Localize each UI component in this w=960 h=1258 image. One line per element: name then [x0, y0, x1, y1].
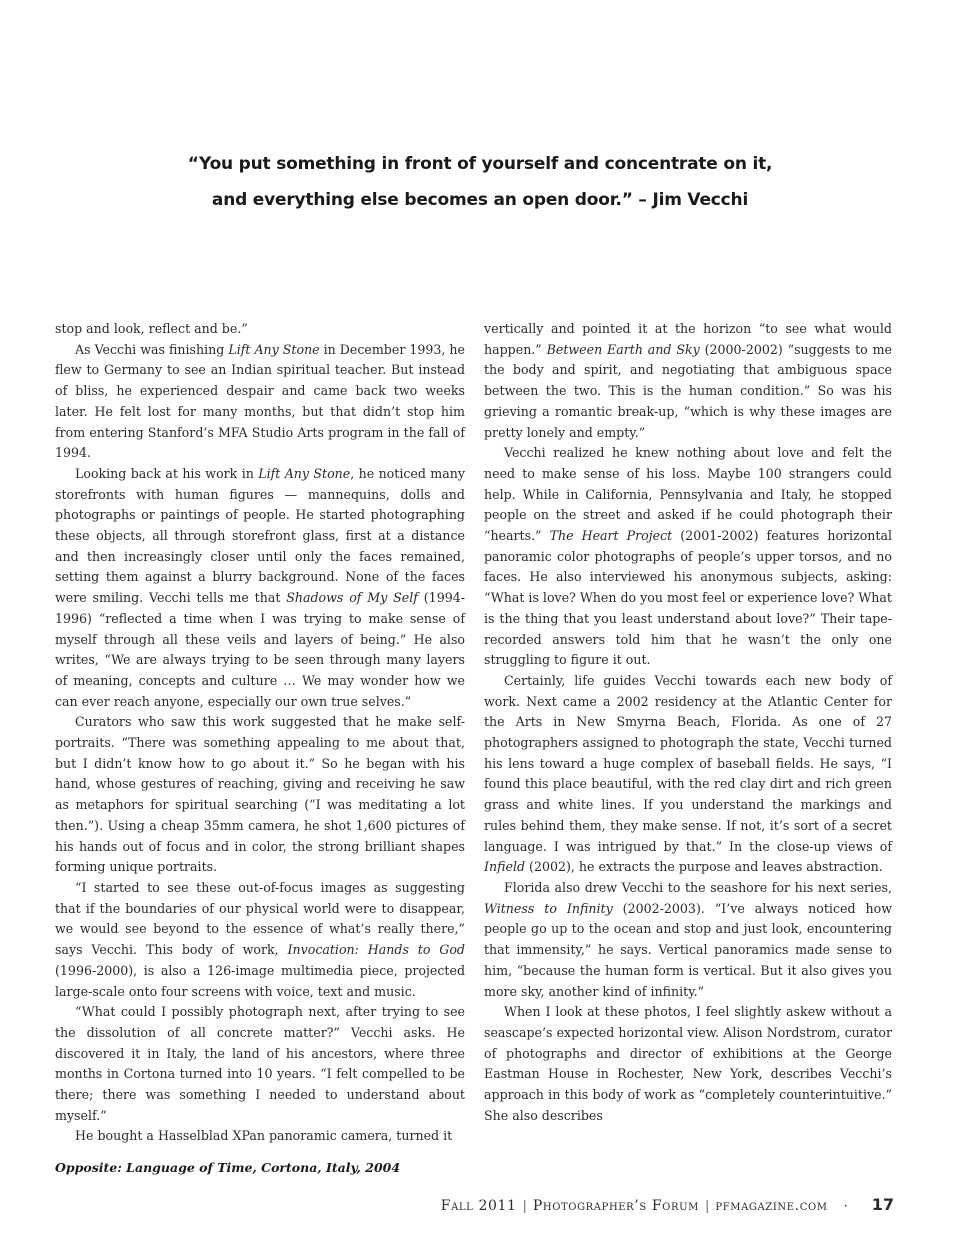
footer-publication: Photographer’s Forum [532, 1198, 699, 1214]
paragraph: “What could I possibly photograph next, after trying to see the dissolution of all concrete matter?” Vecchi asks. He discovered it in Italy, the land of his ancestors, where three months in Cortona turned into 10 years. “I felt compelled to be there; there was something I needed to understand about myself.” [55, 1004, 465, 1123]
paragraph: Looking back at his work in Lift Any Stone, he noticed many storefronts with human figures — mannequins, dolls and photographs or paintings of people. He started photographing these objects, all through storefront glass, first at a distance and then increasingly closer until only the faces remained, setting them against a blurry background. None of the faces were smiling. Vecchi tells me that Shadows of My Self (1994-1996) “reflected a time when I was trying to make sense of myself through all these veils and layers of being.” He also writes, “We are always trying to be seen through many layers of meaning, concepts and culture … We may wonder how we can ever reach anyone, especially our own true selves.” [55, 465, 465, 709]
photo-caption: Opposite: Language of Time, Cortona, Italy, 2004 [55, 1160, 401, 1175]
page-footer [441, 1195, 894, 1214]
footer-website: pfmagazine.com [715, 1198, 828, 1214]
footer-divider: | [704, 1199, 710, 1214]
pull-quote-line-2: and everything else becomes an open door.” – Jim Vecchi [211, 190, 749, 210]
footer-divider: | [522, 1199, 527, 1214]
paragraph: When I look at these photos, I feel slightly askew without a seascape’s expected horizontal view. Alison Nordstrom, curator of photographs and director of exhibitions at the George Eastman House in Rochester, New York, describes Vecchi’s approach in this body of work as “completely counterintuitive.” She also describes [484, 1004, 892, 1123]
work-title: Between Earth and Sky [546, 341, 700, 357]
paragraph: Florida also drew Vecchi to the seashore for his next series, Witness to Infinity (2002-2003). “I’ve always noticed how people go up to the ocean and stop and just look, encountering that immensity,” he says. Vertical panoramics made sense to him, “because the human form is vertical. But it also gives you more sky, another kind of infinity.” [484, 879, 892, 999]
paragraph: vertically and pointed it at the horizon “to see what would happen.” Between Earth and Sky (2000-2002) “suggests to me the body and spirit, and negotiating that ambiguous space between the two. This is the human condition.” So was his grieving a romantic break-up, “which is why these images are pretty lonely and empty.” [484, 321, 892, 440]
pull-quote-line-1: “You put something in front of yourself and concentrate on it, [187, 154, 773, 174]
work-title: Lift Any Stone [258, 465, 351, 481]
paragraph: Vecchi realized he knew nothing about love and felt the need to make sense of his loss. Maybe 100 strangers could help. While in California, Pennsylvania and Italy, he stopped people on the street and asked if he could photograph their “hearts.” The Heart Project (2001-2002) features horizontal panoramic color photographs of people’s upper torsos, and no faces. He also interviewed his anonymous subjects, asking: “What is love? When do you most feel or experience love? What is the thing that you least understand about love?” Their tape-recorded answers told him that he wasn’t the only one struggling to figure it out. [484, 445, 893, 668]
work-title: The Heart Project [549, 528, 673, 544]
article-column-left [55, 319, 465, 1147]
paragraph: As Vecchi was finishing Lift Any Stone in December 1993, he flew to Germany to see an Indian spiritual teacher. But instead of bliss, he experienced despair and came back two weeks later. He felt lost for many months, but that didn’t stop him from entering Stanford’s MFA Studio Arts program in the fall of 1994. [55, 341, 465, 461]
footer-bullet: · [843, 1199, 848, 1214]
work-title: Lift Any Stone [228, 341, 320, 357]
pull-quote [0, 146, 960, 218]
paragraph: “I started to see these out-of-focus images as suggesting that if the boundaries of our physical world were to disappear, we would see beyond to the essence of what’s really there,” says Vecchi. This body of work, Invocation: Hands to God (1996-2000), is also a 126-image multimedia piece, projected large-scale onto four screens with voice, text and music. [55, 879, 465, 999]
work-title: Invocation: Hands to God [287, 942, 465, 958]
paragraph: He bought a Hasselblad XPan panoramic camera, turned it [75, 1128, 453, 1144]
work-title: Infield [484, 859, 526, 875]
work-title: Shadows of My Self [286, 590, 418, 606]
article-column-right [484, 319, 892, 1126]
footer-issue: Fall 2011 [440, 1198, 517, 1214]
page-number: 17 [871, 1195, 894, 1214]
paragraph: stop and look, reflect and be.” [55, 321, 248, 336]
paragraph: Certainly, life guides Vecchi towards each new body of work. Next came a 2002 residency at the Atlantic Center for the Arts in New Smyrna Beach, Florida. As one of 27 photographers assigned to photograph the state, Vecchi turned his lens toward a huge complex of baseball fields. He says, “I found this place beautiful, with the red clay dirt and rich green grass and white lines. If you understand the markings and rules behind them, they make sense. If not, it’s sort of a secret language. I was intrigued by that.” In the close-up views of Infield (2002), he extracts the purpose and leaves abstraction. [484, 672, 892, 875]
work-title: Witness to Infinity [484, 900, 613, 916]
paragraph: Curators who saw this work suggested that he make self-portraits. “There was something appealing to me about that, but I didn’t know how to go about it.” So he began with his hand, whose gestures of reaching, giving and receiving he saw as metaphors for spiritual searching (“I was meditating a lot then.”). Using a cheap 35mm camera, he shot 1,600 pictures of his hands out of focus and in color, the strong brilliant shapes forming unique portraits. [55, 714, 465, 875]
